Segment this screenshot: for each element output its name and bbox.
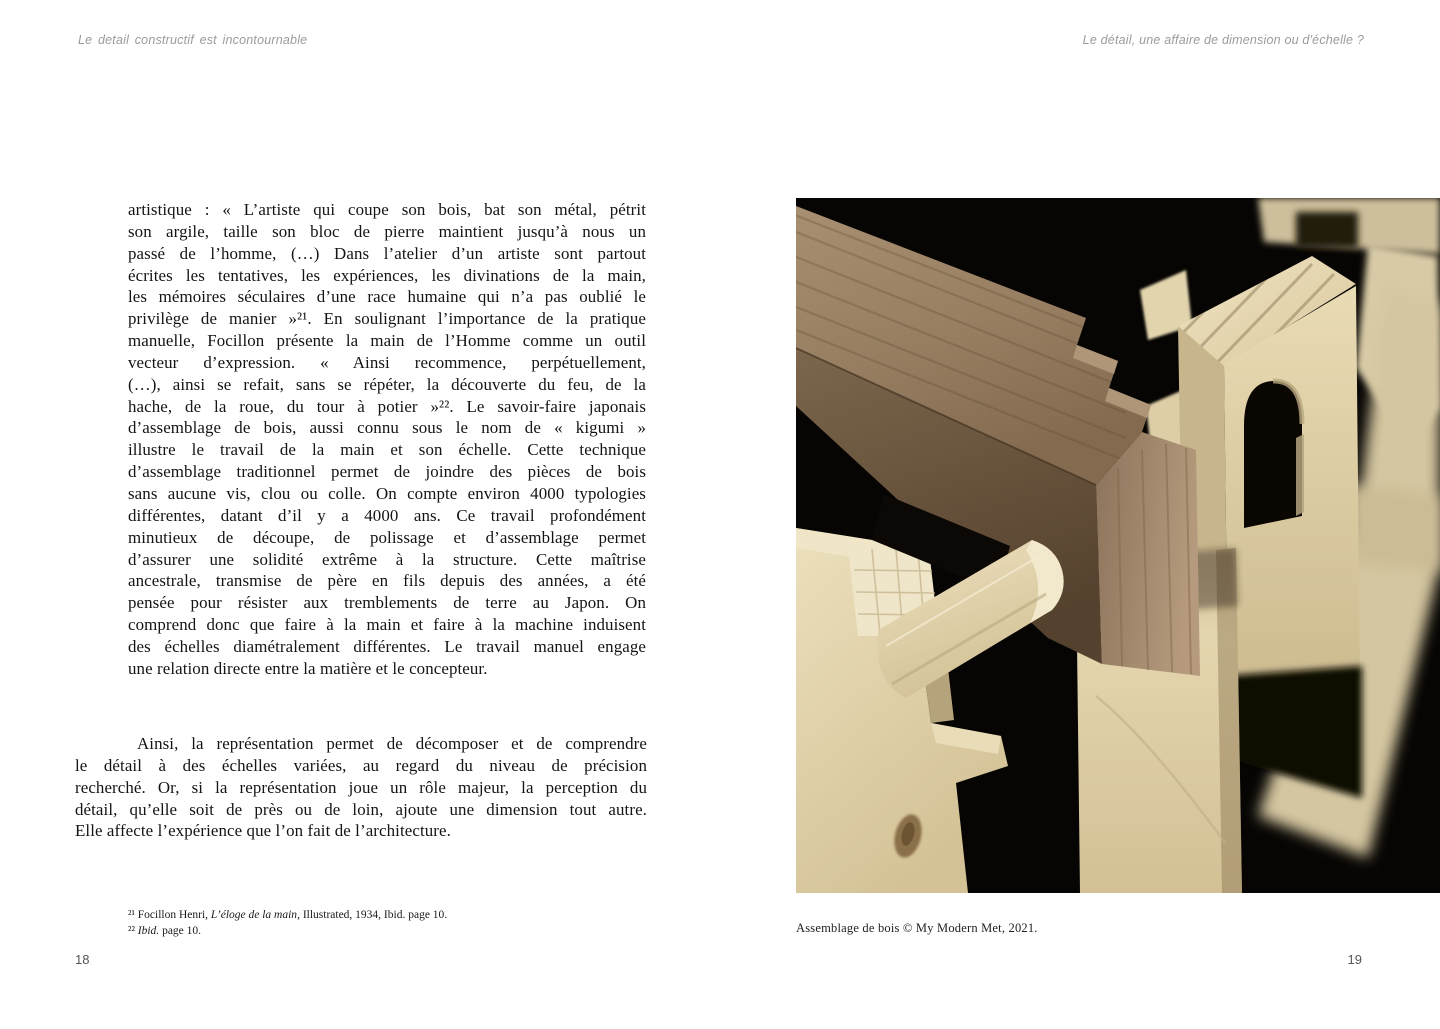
footnote-segment: ²¹ Focillon Henri, bbox=[128, 909, 211, 921]
text-line: d’assemblage traditionnel permet de joindre des pièces de bois bbox=[128, 462, 646, 482]
text-line: comprend donc que faire à la main et faire à la machine induisent bbox=[128, 615, 646, 635]
text-line: Elle affecte l’expérience que l’on fait de l’architecture. bbox=[75, 821, 451, 841]
footnote-21 bbox=[128, 908, 588, 924]
text-line: Ainsi, la représentation permet de décomposer et de comprendre bbox=[137, 734, 647, 753]
text-line: détail, qu’elle soit de près ou de loin, ajoute une dimension tout autre. bbox=[75, 799, 647, 819]
running-head-right: Le détail, une affaire de dimension ou d'échelle ? bbox=[1082, 33, 1364, 47]
joinery-photo bbox=[796, 198, 1440, 893]
text-line: une relation directe entre la matière et le concepteur. bbox=[128, 658, 488, 678]
footnote-segment: , Illustrated, 1934, Ibid. page 10. bbox=[297, 909, 448, 921]
text-line: différentes, datant d’il y a 4000 ans. Ce travail profondément bbox=[128, 505, 646, 525]
footnote-segment: ²² bbox=[128, 924, 138, 937]
text-line: manuelle, Focillon présente la main de l’Homme comme un outil bbox=[128, 331, 646, 351]
text-line: (…), ainsi se refait, sans se répéter, la découverte du feu, de la bbox=[128, 374, 646, 394]
footnotes bbox=[128, 908, 588, 939]
paragraph-representation bbox=[75, 733, 647, 842]
text-line: écrites les tentatives, les expériences, les divinations de la main, bbox=[128, 265, 646, 285]
page-number-left: 18 bbox=[75, 952, 90, 967]
text-line: d’assurer une solidité extrême à la structure. Cette maîtrise bbox=[128, 549, 646, 569]
text-line: hache, de la roue, du tour à potier »²². Le savoir-faire japonais bbox=[128, 396, 646, 416]
text-line: des échelles diamétralement différentes. Le travail manuel engage bbox=[128, 636, 646, 656]
text-line: minutieux de découpe, de polissage et d’assemblage permet bbox=[128, 527, 646, 547]
text-line: ancestrale, transmise de père en fils depuis des années, a été bbox=[128, 571, 646, 591]
text-line: artistique : « L’artiste qui coupe son bois, bat son métal, pétrit bbox=[128, 200, 646, 219]
text-line: recherché. Or, si la représentation joue un rôle majeur, la perception du bbox=[75, 777, 647, 797]
text-line: d’assemblage de bois, aussi connu sous le nom de « kigumi » bbox=[128, 418, 646, 438]
text-line: sans aucune vis, clou ou colle. On compte environ 4000 typologies bbox=[128, 483, 646, 503]
text-line: passé de l’homme, (…) Dans l’atelier d’un artiste sont partout bbox=[128, 243, 646, 263]
text-line: les mémoires séculaires d’une race humaine qui n’a pas oublié le bbox=[128, 287, 646, 307]
text-line: pensée pour résister aux tremblements de terre au Japon. On bbox=[128, 593, 646, 613]
text-line: privilège de manier »²¹. En soulignant l’importance de la pratique bbox=[128, 309, 646, 329]
text-line: vecteur d’expression. « Ainsi recommence, perpétuellement, bbox=[128, 352, 646, 372]
footnote-segment: page 10. bbox=[159, 924, 202, 937]
paragraph-kigumi bbox=[128, 199, 646, 680]
text-line: le détail à des échelles variées, au regard du niveau de précision bbox=[75, 755, 647, 775]
figure-caption: Assemblage de bois © My Modern Met, 2021. bbox=[796, 921, 1038, 935]
joinery-photo-art bbox=[796, 198, 1440, 893]
footnote-segment: L’éloge de la main bbox=[210, 909, 298, 921]
text-line: illustre le travail de la main et son échelle. Cette technique bbox=[128, 440, 646, 460]
footnote-22 bbox=[128, 924, 588, 940]
running-head-left: Le detail constructif est incontournable bbox=[78, 33, 308, 47]
footnote-segment: Ibid. bbox=[137, 924, 160, 937]
text-line: son argile, taille son bloc de pierre maintient jusqu’à nous un bbox=[128, 221, 646, 241]
page-number-right: 19 bbox=[1347, 952, 1362, 967]
